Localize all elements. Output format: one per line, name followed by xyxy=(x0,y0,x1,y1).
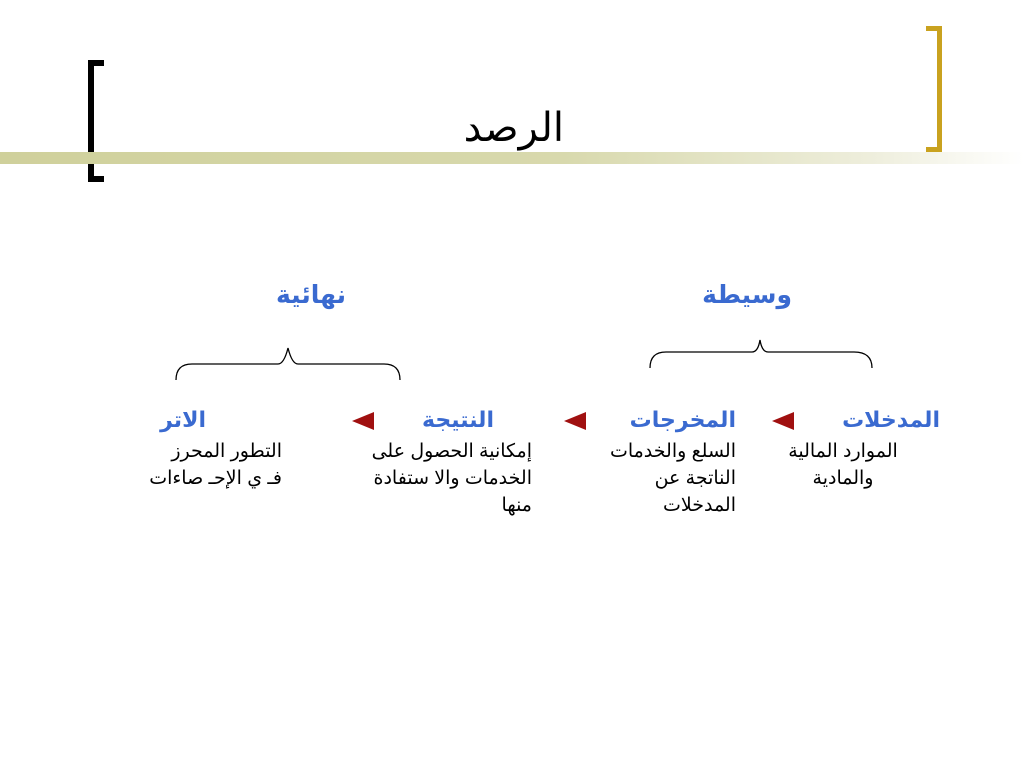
stage-description-outputs xyxy=(560,438,736,519)
intermediate-group-brace-icon xyxy=(640,334,880,374)
stage-description-line: المدخلات xyxy=(663,495,736,516)
stage-description-outcome xyxy=(320,438,532,519)
right-bracket-decoration xyxy=(926,26,942,152)
title-accent-bar xyxy=(0,152,1024,164)
stage-heading-inputs: المدخلات xyxy=(842,407,940,432)
stage-heading-outcome: النتيجة xyxy=(422,407,494,432)
stage-description-line: الموارد المالية xyxy=(788,441,898,462)
stage-description-line: إمكانية الحصول على xyxy=(371,441,532,462)
stage-description-inputs xyxy=(770,438,916,492)
stage-heading-outputs: المخرجات xyxy=(629,407,736,432)
stage-description-line: الناتجة عن xyxy=(654,468,736,489)
stage-description-line: التطور المحرز xyxy=(171,441,282,462)
stage-description-line: فـ ي الإحـ صاءات xyxy=(149,468,282,489)
stage-description-line: والمادية xyxy=(812,468,874,489)
stage-description-line: الخدمات والا ستفادة xyxy=(373,468,532,489)
stage-description-line: السلع والخدمات xyxy=(609,441,736,462)
final-group-brace-icon xyxy=(168,344,408,384)
flow-arrow-icon xyxy=(772,412,794,430)
flow-arrow-icon xyxy=(564,412,586,430)
group-label-intermediate: وسيطة xyxy=(702,281,792,309)
stage-description-impact xyxy=(96,438,282,492)
group-label-final: نهائية xyxy=(275,281,346,309)
flow-arrow-icon xyxy=(352,412,374,430)
stage-heading-impact: الاتر xyxy=(160,407,206,432)
slide-title: الرصد xyxy=(463,106,564,150)
stage-description-line: منها xyxy=(501,495,532,516)
